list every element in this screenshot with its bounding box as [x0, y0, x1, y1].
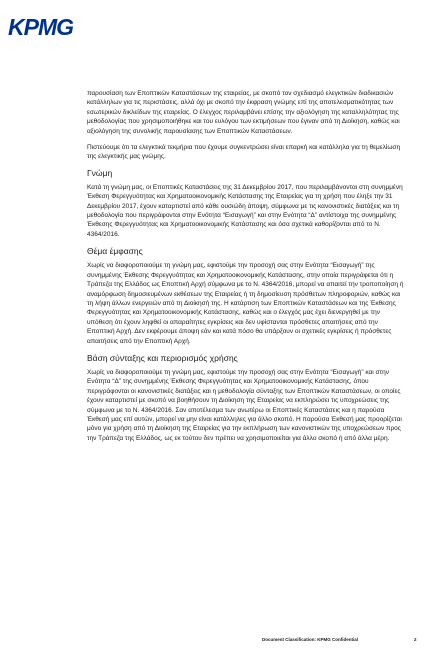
heading-opinion: Γνώμη [87, 167, 113, 178]
paragraph-audit-evidence: Πιστεύουμε ότι τα ελεγκτικά τεκμήρια που έχουμε συγκεντρώσει είναι επαρκή και κατάλληλα για τη θεμελίωση της ελεγκτικής μας γνώμης. [87, 144, 401, 161]
paragraph-audit-scope: παρουσίαση των Εποπτικών Καταστάσεων της εταιρείας, με σκοπό τον σχεδιασμό ελεγκτικών διαδικασιών κατάλληλων για τις περιστάσεις, αλλά όχι με σκοπό την έκφραση γνώμης επί της αποτελεσματικότητας των εσωτερικών δικλείδων της εταιρείας. Ο έλεγχος περιλαμβάνει επίσης την αξιολόγηση της καταλληλότητας της μεθοδολογίας που χρησιμοποιήθηκε και του ευλόγου των εκτιμήσεων που έγιναν από τη Διοίκηση, καθώς και αξιολόγηση της συνολικής παρουσίασης των Εποπτικών Καταστάσεων. [87, 90, 400, 135]
paragraph-emphasis-of-matter: Χωρίς να διαφοροποιούμε τη γνώμη μας, εφιστούμε την προσοχή σας στην Ενότητα “Εισαγωγή” της συνημμένης Έκθεσης Φερεγγυότητας και Χρηματοοικονομικής Κατάστασης, στην οποία περιγράφεται ότι η Τράπεζα της Ελλάδος ως Εποπτική Αρχή σύμφωνα με το Ν. 4364/2016, μπορεί να απαιτεί την τροποποίηση ή αναμόρφωση δημοσιευμένων εκθέσεων της Εταιρείας ή τη δημοσίευση πρόσθετων πληροφοριών, καθώς και τη λήψη άλλων ενεργειών από τη Διοίκησή της. Η κατάρτιση των Εποπτικών Καταστάσεων και της Έκθεσης Φερεγγυότητας και Χρηματοοικονομικής Κατάστασης, καθώς και ο έλεγχός μας έχει διενεργηθεί με την υπόθεση ότι έχουν ληφθεί οι απαραίτητες εγκρίσεις και δεν υφίστανται πρόσθετες απαιτήσεις από την Εποπτική Αρχή. Δεν εκφέρουμε άποψη εάν και κατά πόσο θα υπάρξουν οι σχετικές εγκρίσεις ή πρόσθετες απαιτήσεις από την Εποπτική Αρχή. [87, 262, 404, 345]
heading-basis-of-preparation: Βάση σύνταξης και περιορισμός χρήσης [87, 352, 238, 363]
paragraph-opinion: Κατά τη γνώμη μας, οι Εποπτικές Καταστάσεις της 31 Δεκεμβρίου 2017, που περιλαμβάνονται στη συνημμένη Έκθεση Φερεγγυότητας και Χρηματοοικονομικής Κατάστασης της Εταιρείας για τη χρήση που έληξε την 31 Δεκεμβρίου 2017, έχουν καταρτιστεί από κάθε ουσιώδη άποψη, σύμφωνα με τις κανονιστικές διατάξεις και τη μεθοδολογία που περιγράφονται στην Ενότητα “Εισαγωγή” και στην Ενότητα “Δ” αντίστοιχα της συνημμένης Έκθεσης Φερεγγυότητας και Χρηματοοικονομικής Κατάστασης και όσα σχετικά καθορίζονται από το Ν. 4364/2016. [87, 183, 403, 238]
document-classification: Document Classification: KPMG Confidential [262, 637, 359, 642]
paragraph-basis-of-preparation: Χωρίς να διαφοροποιούμε τη γνώμη μας, εφιστούμε την προσοχή σας στην Ενότητα “Εισαγωγή” και στην Ενότητα “Δ” της συνημμένης Έκθεσης Φερεγγυότητας και Χρηματοοικονομικής Κατάστασης, όπου περιγράφονται οι κανονιστικές διατάξεις και η μεθοδολογία σύνταξης των Εποπτικών Καταστάσεων, οι οποίες έχουν καταρτιστεί με σκοπό να βοηθήσουν τη Διοίκηση της Εταιρείας να εκπληρώσει τις υποχρεώσεις της σύμφωνα με το Ν. 4364/2016. Σαν αποτέλεσμα των ανωτέρω οι Εποπτικές Καταστάσεις και η παρούσα Έκθεσή μας επί αυτών, μπορεί να μην είναι κατάλληλες για άλλο σκοπό. Η παρούσα Έκθεσή μας προορίζεται μόνο για χρήση από τη Διοίκηση της Εταιρείας για την εκπλήρωση των κανονιστικών της υποχρεώσεων προς την Τράπεζα της Ελλάδος, ως εκ τούτου δεν πρέπει να χρησιμοποιείται για άλλο σκοπό ή από άλλα μέρη. [87, 368, 402, 442]
document-body [87, 89, 405, 450]
heading-emphasis-of-matter: Θέμα έμφασης [87, 246, 143, 257]
page-number: 2 [414, 637, 417, 642]
kpmg-logo: KPMG [8, 14, 73, 40]
